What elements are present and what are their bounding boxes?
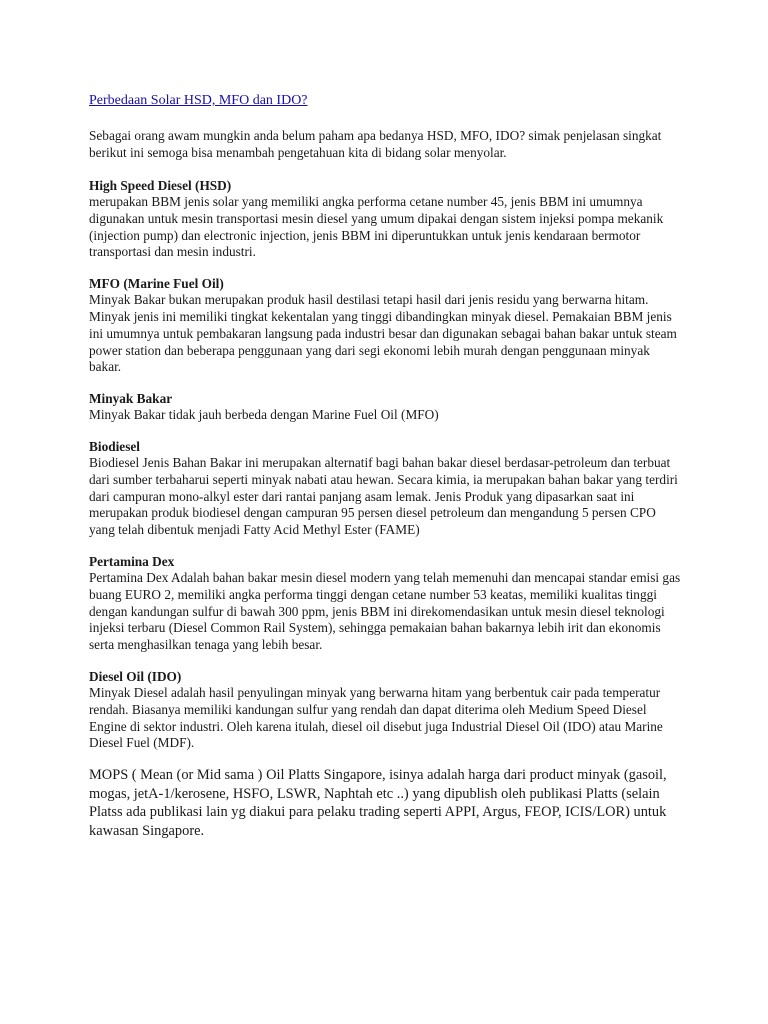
section-body: Minyak Diesel adalah hasil penyulingan minyak yang berwarna hitam yang berbentuk cair pada temperatur rendah. Biasanya memiliki kandungan sulfur yang rendah dan dapat diterima oleh Medium Speed Diesel Engine di sektor industri. Oleh karena itulah, diesel oil disebut juga Industrial Diesel Oil (IDO) atau Marine Diesel Fuel (MDF).: [89, 684, 663, 751]
section-body: merupakan BBM jenis solar yang memiliki angka performa cetane number 45, jenis BBM ini umumnya digunakan untuk mesin transportasi mesin diesel yang umum dipakai dengan sistem injeksi pompa mekanik (injection pump) dan electronic injection, jenis BBM ini diperuntukkan untuk jenis kendaraan bermotor transportasi dan mesin industri.: [89, 194, 664, 260]
section-heading: Biodiesel: [89, 438, 140, 454]
section-diesel-oil: [89, 668, 684, 752]
mops-paragraph: MOPS ( Mean (or Mid sama ) Oil Platts Singapore, isinya adalah harga dari product minyak (gasoil, mogas, jetA-1/kerosene, HSFO, LSWR, Naphtah etc ..) yang dipublish oleh publikasi Platts (selain Platss ada publikasi lain yg diakui para pelaku trading seperti APPI, Argus, FEOP, ICIS/LOR) untuk kawasan Singapore.: [89, 767, 667, 839]
section-body: Minyak Bakar bukan merupakan produk hasil destilasi tetapi hasil dari jenis residu yang berwarna hitam. Minyak jenis ini memiliki tingkat kekentalan yang tinggi dibandingkan minyak diesel. Pemakaian BBM jenis ini umumnya untuk pembakaran langsung pada industri besar dan digunakan sebagai bahan bakar untuk steam power station dan beberapa penggunaan yang dari segi ekonomi lebih murah dengan penggunaan minyak bakar.: [89, 292, 677, 375]
section-biodiesel: [89, 438, 684, 539]
intro-paragraph: Sebagai orang awam mungkin anda belum paham apa bedanya HSD, MFO, IDO? simak penjelasan singkat berikut ini semoga bisa menambah pengetahuan kita di bidang solar menyolar.: [89, 128, 662, 160]
title-link[interactable]: Perbedaan Solar HSD, MFO dan IDO?: [89, 93, 308, 108]
section-pertamina-dex: [89, 553, 684, 654]
section-mfo: [89, 275, 684, 376]
document-page: [89, 92, 684, 841]
section-heading: Diesel Oil (IDO): [89, 668, 182, 684]
section-body: Minyak Bakar tidak jauh berbeda dengan Marine Fuel Oil (MFO): [89, 407, 439, 423]
section-heading: High Speed Diesel (HSD): [89, 178, 232, 193]
section-hsd: [89, 177, 684, 261]
section-heading: Pertamina Dex: [89, 553, 175, 569]
section-heading: MFO (Marine Fuel Oil): [89, 276, 224, 292]
section-heading: Minyak Bakar: [89, 391, 173, 407]
section-body: Biodiesel Jenis Bahan Bakar ini merupakan alternatif bagi bahan bakar diesel berdasar-petroleum dan terbuat dari sumber terbaharui seperti minyak nabati atau hewan. Secara kimia, ia merupakan bahan bakar yang terdiri dari campuran mono-alkyl ester dari rantai panjang asam lemak. Jenis Produk yang dipasarkan saat ini merupakan produk biodiesel dengan campuran 95 persen diesel petroleum dan mengandung 5 persen CPO yang telah dibentuk menjadi Fatty Acid Methyl Ester (FAME): [89, 454, 678, 538]
section-body: Pertamina Dex Adalah bahan bakar mesin diesel modern yang telah memenuhi dan mencapai standar emisi gas buang EURO 2, memiliki angka performa tinggi dengan cetane number 53 keatas, memiliki kualitas tinggi dengan kandungan sulfur di bawah 300 ppm, jenis BBM ini direkomendasikan untuk mesin diesel teknologi injeksi terbaru (Diesel Common Rail System), sehingga pemakaian bahan bakarnya lebih irit dan ekonomis serta menghasilkan tenaga yang lebih besar.: [89, 569, 681, 653]
section-minyak-bakar: [89, 390, 684, 424]
